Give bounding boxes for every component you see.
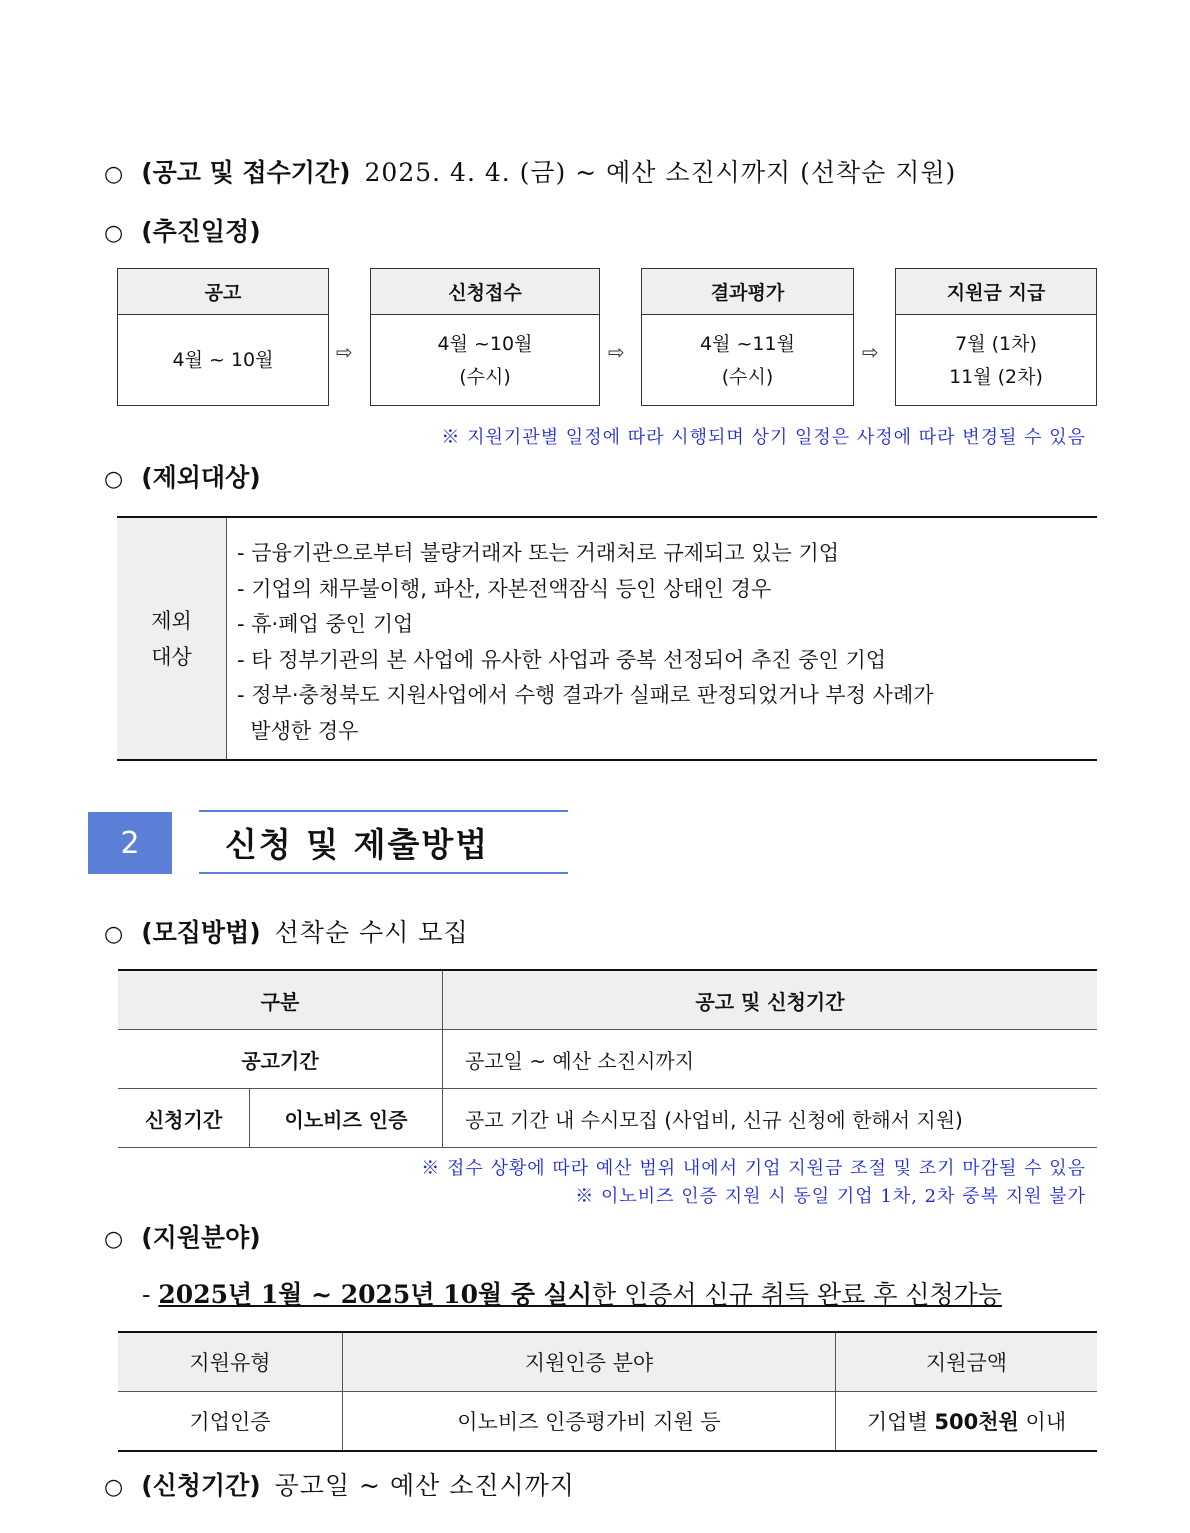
schedule-box-line2: (수시) [459,365,511,388]
bullet-icon: ○ [104,467,124,492]
exclusion-label-line2: 대상 [151,644,192,669]
table-cell: 이노비즈 인증평가비 지원 등 [343,1392,836,1452]
table-header-cell: 구분 [118,970,443,1030]
support-condition-rest: 한 인증서 신규 취득 완료 후 신청가능 [591,1280,1002,1309]
section-number: 2 [88,812,172,874]
bullet-icon: ○ [104,1227,124,1252]
table-header-row [118,970,1097,1030]
table-header-cell: 지원인증 분야 [343,1332,836,1392]
support-condition-emphasis: 2025년 1월 ~ 2025년 10월 중 실시 [158,1280,592,1309]
bullet-icon: ○ [104,221,124,246]
schedule-box-title: 공고 [118,269,328,315]
schedule-box-announcement [117,268,329,406]
schedule-box-line1: 4월 ~ 10월 [172,349,274,371]
table-header-cell: 공고 및 신청기간 [443,970,1098,1030]
schedule-box-title: 신청접수 [371,269,599,315]
exclusion-items [227,518,1097,759]
exclusion-item: - 타 정부기관의 본 사업에 유사한 사업과 중복 선정되어 추진 중인 기업 [237,647,887,672]
table-row [118,1392,1097,1452]
schedule-box-line1: 4월 ~10월 [437,332,533,355]
exclusion-item: - 정부·충청북도 지원사업에서 수행 결과가 실패로 판정되었거나 부정 사례가 [237,683,934,707]
bullet-icon: ○ [104,162,124,187]
table-cell-amount [836,1392,1098,1452]
apply-period-label: (신청기간) [141,1471,261,1500]
bullet-icon: ○ [104,922,124,947]
schedule-label: (추진일정) [141,217,261,246]
apply-period-line [104,1466,575,1502]
table-cell: 공고일 ~ 예산 소진시까지 [443,1030,1098,1089]
support-table [118,1331,1097,1452]
schedule-box-title: 지원금 지급 [896,269,1096,315]
amount-prefix: 기업별 [866,1410,928,1434]
arrow-right-icon: ⇨ [862,340,879,364]
amount-suffix: 이내 [1025,1410,1067,1434]
table-cell: 이노비즈 인증 [250,1089,443,1148]
schedule-box-payment [895,268,1097,406]
schedule-box-line2: 11월 (2차) [949,365,1043,388]
apply-period-value: 공고일 ~ 예산 소진시까지 [274,1471,575,1500]
recruit-note: ※ 이노비즈 인증 지원 시 동일 기업 1차, 2차 중복 지원 불가 [575,1186,1086,1207]
table-cell: 공고기간 [118,1030,443,1089]
support-field-label: (지원분야) [141,1223,261,1252]
dash: - [142,1280,151,1309]
schedule-heading [104,212,275,248]
schedule-box-evaluation [641,268,854,406]
exclusion-label-line1: 제외 [151,608,192,633]
table-row [118,1030,1097,1089]
exclusion-heading [104,458,275,494]
recruit-table [118,969,1097,1148]
exclusion-table [117,516,1097,761]
application-period-label: (공고 및 접수기간) [141,158,351,187]
bullet-icon: ○ [104,1475,124,1500]
schedule-note: ※ 지원기관별 일정에 따라 시행되며 상기 일정은 사정에 따라 변경될 수 있음 [441,427,1086,448]
arrow-right-icon: ⇨ [336,340,353,364]
table-row [118,1089,1097,1148]
schedule-box-line1: 4월 ~11월 [700,332,795,355]
table-cell: 신청기간 [118,1089,250,1148]
recruit-method-value: 선착순 수시 모집 [274,918,469,947]
exclusion-label: (제외대상) [141,463,261,492]
exclusion-item: 발생한 경우 [237,718,359,743]
support-field-heading [104,1218,275,1254]
table-header-cell: 지원금액 [836,1332,1098,1392]
application-period-line [104,153,956,189]
schedule-box-line1: 7월 (1차) [955,332,1037,355]
support-condition-line [142,1275,1002,1311]
schedule-box-line2: (수시) [721,365,774,388]
arrow-right-icon: ⇨ [608,340,625,364]
section-title: 신청 및 제출방법 [199,810,568,874]
exclusion-item: - 금융기관으로부터 불량거래자 또는 거래처로 규제되고 있는 기업 [237,541,840,565]
table-header-cell: 지원유형 [118,1332,343,1392]
table-header-row [118,1332,1097,1392]
table-cell: 공고 기간 내 수시모집 (사업비, 신규 신청에 한해서 지원) [443,1089,1098,1148]
schedule-box-title: 결과평가 [642,269,853,315]
recruit-method-label: (모집방법) [141,918,261,947]
amount-value: 500천원 [934,1410,1019,1434]
exclusion-item: - 휴·폐업 중인 기업 [237,612,414,636]
recruit-note: ※ 접수 상황에 따라 예산 범위 내에서 기업 지원금 조절 및 조기 마감될 수 있음 [421,1158,1086,1179]
schedule-box-application [370,268,600,406]
exclusion-item: - 기업의 채무불이행, 파산, 자본전액잠식 등인 상태인 경우 [237,576,772,601]
exclusion-table-label [117,518,227,759]
table-cell: 기업인증 [118,1392,343,1452]
application-period-value: 2025. 4. 4. (금) ~ 예산 소진시까지 (선착순 지원) [364,158,957,187]
recruit-method-line [104,913,469,949]
